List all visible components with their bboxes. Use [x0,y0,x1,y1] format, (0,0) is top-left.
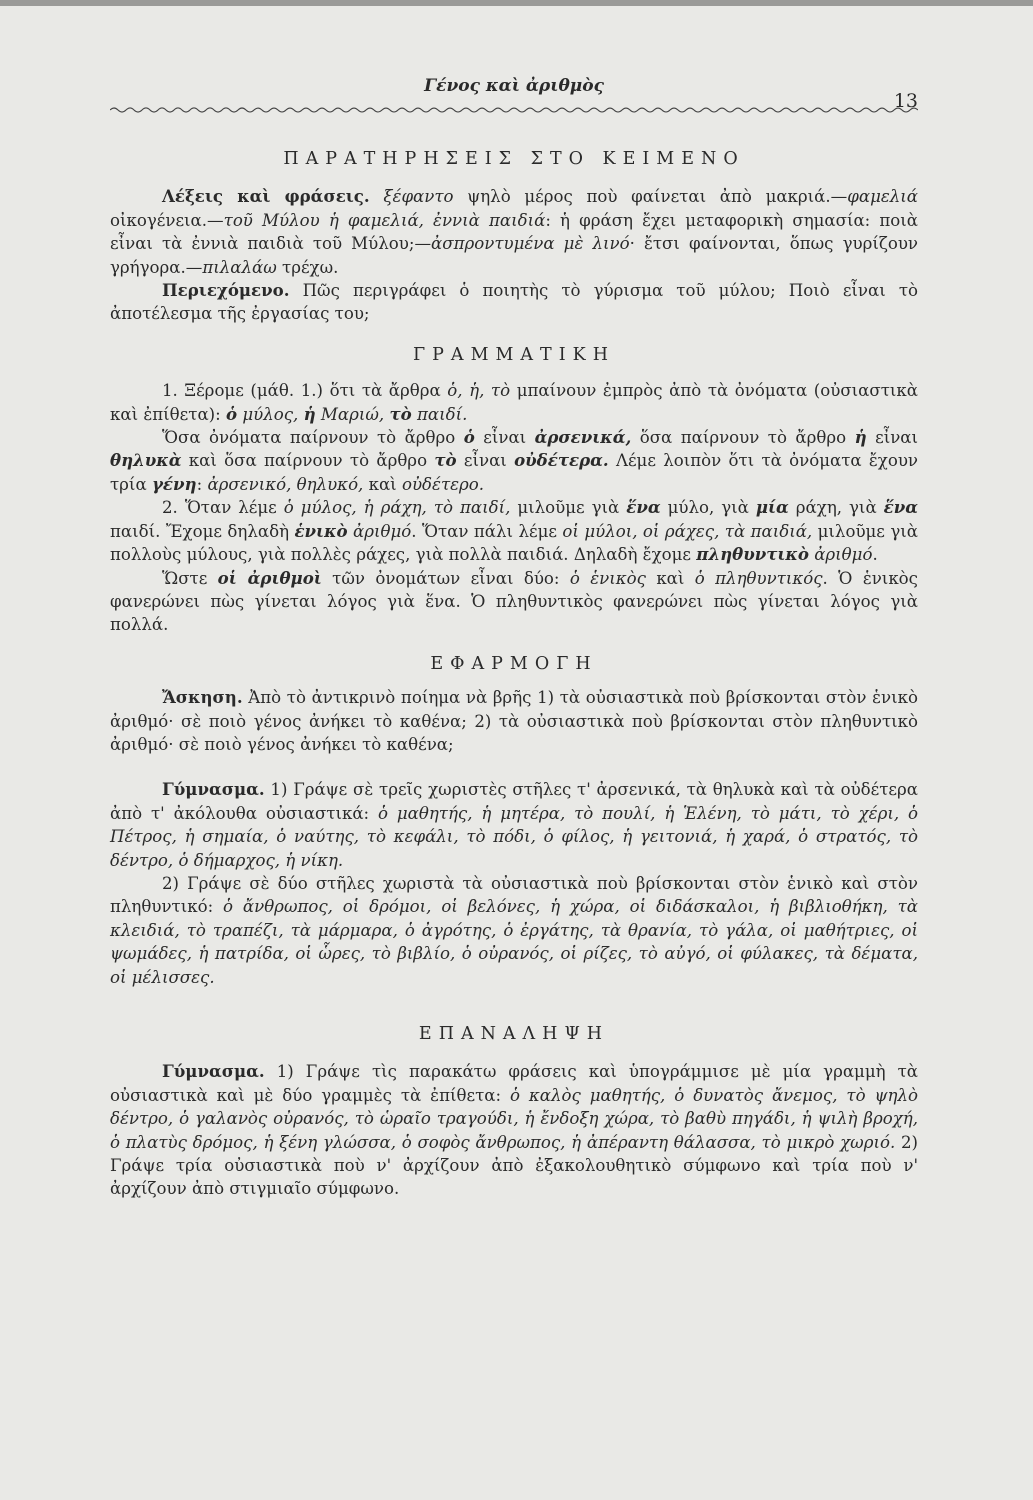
label-content: Περιεχόμενο. [162,280,290,301]
running-head: Γένος καὶ ἀριθμὸς [424,76,604,96]
label-drill: Γύμνασμα. [162,779,265,800]
paragraph-grammar-2: 2. Ὅταν λέμε ὁ μύλος, ἡ ράχη, τὸ παιδί, μιλοῦμε γιὰ ἕνα μύλο, γιὰ μία ράχη, γιὰ ἕνα παιδί. Ἔχομε δηλαδὴ ἑνικὸ ἀριθμό. Ὅταν πάλι λέμε οἱ μύλοι, οἱ ράχες, τὰ παιδιά, μιλοῦμε γιὰ πολλοὺς μύλους, γιὰ πολλὲς ράχες, γιὰ πολλὰ παιδιά. Δηλαδὴ ἔχομε πληθυντικὸ ἀριθμό. [110,497,919,565]
scan-top-edge [0,0,1033,6]
page-number: 13 [893,90,918,112]
page-content [110,148,918,1201]
paragraph-grammar-genders: Ὅσα ὀνόματα παίρνουν τὸ ἄρθρο ὁ εἶναι ἀρσενικά, ὅσα παίρνουν τὸ ἄρθρο ἡ εἶναι θηλυκὰ καὶ ὅσα παίρνουν τὸ ἄρθρο τὸ εἶναι οὐδέτερα. Λέμε λοιπὸν ὅτι τὰ ὀνόματα ἔχουν τρία γένη: ἀρσενικό, θηλυκό, καὶ οὐδέτερο. [110,427,919,494]
paragraph-words-phrases: Λέξεις καὶ φράσεις. ξέφαντο ψηλὸ μέρος ποὺ φαίνεται ἀπὸ μακριά.—φαμελιά οἰκογένεια.—τοῦ Μύλου ἡ φαμελιά, ἐννιὰ παιδιά: ἡ φράση ἔχει μεταφορικὴ σημασία: ποιὰ εἶναι τὰ ἐννιὰ παιδιὰ τοῦ Μύλου;—ἀσπροντυμένα μὲ λινό· ἔτσι φαίνονται, ὅπως γυρίζουν γρήγορα.—πιλαλάω τρέχω. [110,186,919,277]
label-words-phrases: Λέξεις καὶ φράσεις. [162,186,370,207]
wavy-rule [110,104,918,116]
paragraph-grammar-numbers: Ὥστε οἱ ἀριθμοὶ τῶν ὀνομάτων εἶναι δύο: ὁ ἑνικὸς καὶ ὁ πληθυντικός. Ὁ ἑνικὸς φανερώνει πὼς γίνεται λόγος γιὰ ἕνα. Ὁ πληθυντικὸς φανερώνει πὼς γίνεται λόγος γιὰ πολλά. [110,567,918,635]
section-heading-revision: ΕΠΑΝΑΛΗΨΗ [418,1024,610,1044]
paragraph-drill-2: 2) Γράψε σὲ δύο στῆλες χωριστὰ τὰ οὐσιαστικὰ ποὺ βρίσκονται στὸν ἑνικὸ καὶ στὸν πληθυντικό: ὁ ἄνθρωπος, οἱ δρόμοι, οἱ βελόνες, ἡ χώρα, οἱ διδάσκαλοι, ἡ βιβλιοθήκη, τὰ κλειδιά, τὸ τραπέζι, τὰ μάρμαρα, ὁ ἀγρότης, ὁ ἐργάτης, τὰ θρανία, τὸ γάλα, οἱ μαθήτριες, οἱ ψωμάδες, ἡ πατρίδα, οἱ ὧρες, τὸ βιβλίο, ὁ οὐρανός, οἱ ρίζες, τὸ αὐγό, οἱ φύλακες, τὰ δέματα, οἱ μέλισσες. [110,873,919,987]
label-revision-drill: Γύμνασμα. [162,1061,265,1082]
section-heading-observations: ΠΑΡΑΤΗΡΗΣΕΙΣ ΣΤΟ ΚΕΙΜΕΝΟ [283,149,745,169]
paragraph-revision-drill: Γύμνασμα. 1) Γράψε τὶς παρακάτω φράσεις καὶ ὑπογράμμισε μὲ μία γραμμὴ τὰ οὐσιαστικὰ καὶ μὲ δύο γραμμὲς τὰ ἐπίθετα: ὁ καλὸς μαθητής, ὁ δυνατὸς ἄνεμος, τὸ ψηλὸ δέντρο, ὁ γαλανὸς οὐρανός, τὸ ὡραῖο τραγούδι, ἡ ἔνδοξη χώρα, τὸ βαθὺ πηγάδι, ἡ ψιλὴ βροχή, ὁ πλατὺς δρόμος, ἡ ξένη γλώσσα, ὁ σοφὸς ἄνθρωπος, ἡ ἀπέραντη θάλασσα, τὸ μικρὸ χωριό. 2) Γράψε τρία οὐσιαστικὰ ποὺ ν' ἀρχίζουν ἀπὸ ἐξακολουθητικὸ σύμφωνο καὶ τρία ποὺ ν' ἀρχίζουν ἀπὸ στιγμιαῖο σύμφωνο. [110,1061,918,1199]
paragraph-drill-1: Γύμνασμα. 1) Γράψε σὲ τρεῖς χωριστὲς στῆλες τ' ἀρσενικά, τὰ θηλυκὰ καὶ τὰ οὐδέτερα ἀπὸ τ' ἀκόλουθα οὐσιαστικά: ὁ μαθητής, ἡ μητέρα, τὸ πουλί, ἡ Ἑλένη, τὸ μάτι, τὸ χέρι, ὁ Πέτρος, ἡ σημαία, ὁ ναύτης, τὸ κεφάλι, τὸ πόδι, ὁ φίλος, ἡ γειτονιά, ἡ χαρά, ὁ στρατός, τὸ δέντρο, ὁ δήμαρχος, ἡ νίκη. [110,779,918,870]
paragraph-grammar-1: 1. Ξέρομε (μάθ. 1.) ὅτι τὰ ἄρθρα ὁ, ἡ, τὸ μπαίνουν ἐμπρὸς ἀπὸ τὰ ὀνόματα (οὐσιαστικὰ καὶ ἐπίθετα): ὁ μύλος, ἡ Μαριώ, τὸ παιδί. [110,381,918,424]
section-heading-grammar: ΓΡΑΜΜΑΤΙΚΗ [413,344,615,365]
paragraph-content: Περιεχόμενο. Πῶς περιγράφει ὁ ποιητὴς τὸ γύρισμα τοῦ μύλου; Ποιὸ εἶναι τὸ ἀποτέλεσμα τῆς ἐργασίας του; [110,280,918,324]
page-header [110,76,918,112]
section-heading-application: ΕΦΑΡΜΟΓΗ [430,653,598,674]
label-exercise: Ἄσκηση. [162,687,243,708]
paragraph-exercise: Ἄσκηση. Ἀπὸ τὸ ἀντικρινὸ ποίημα νὰ βρῆς 1) τὰ οὐσιαστικὰ ποὺ βρίσκονται στὸν ἑνικὸ ἀριθμό· σὲ ποιὸ γένος ἀνήκει τὸ καθένα; 2) τὰ οὐσιαστικὰ ποὺ βρίσκονται στὸν πληθυντικὸ ἀριθμό· σὲ ποιὸ γένος ἀνήκει τὸ καθένα; [110,687,918,754]
